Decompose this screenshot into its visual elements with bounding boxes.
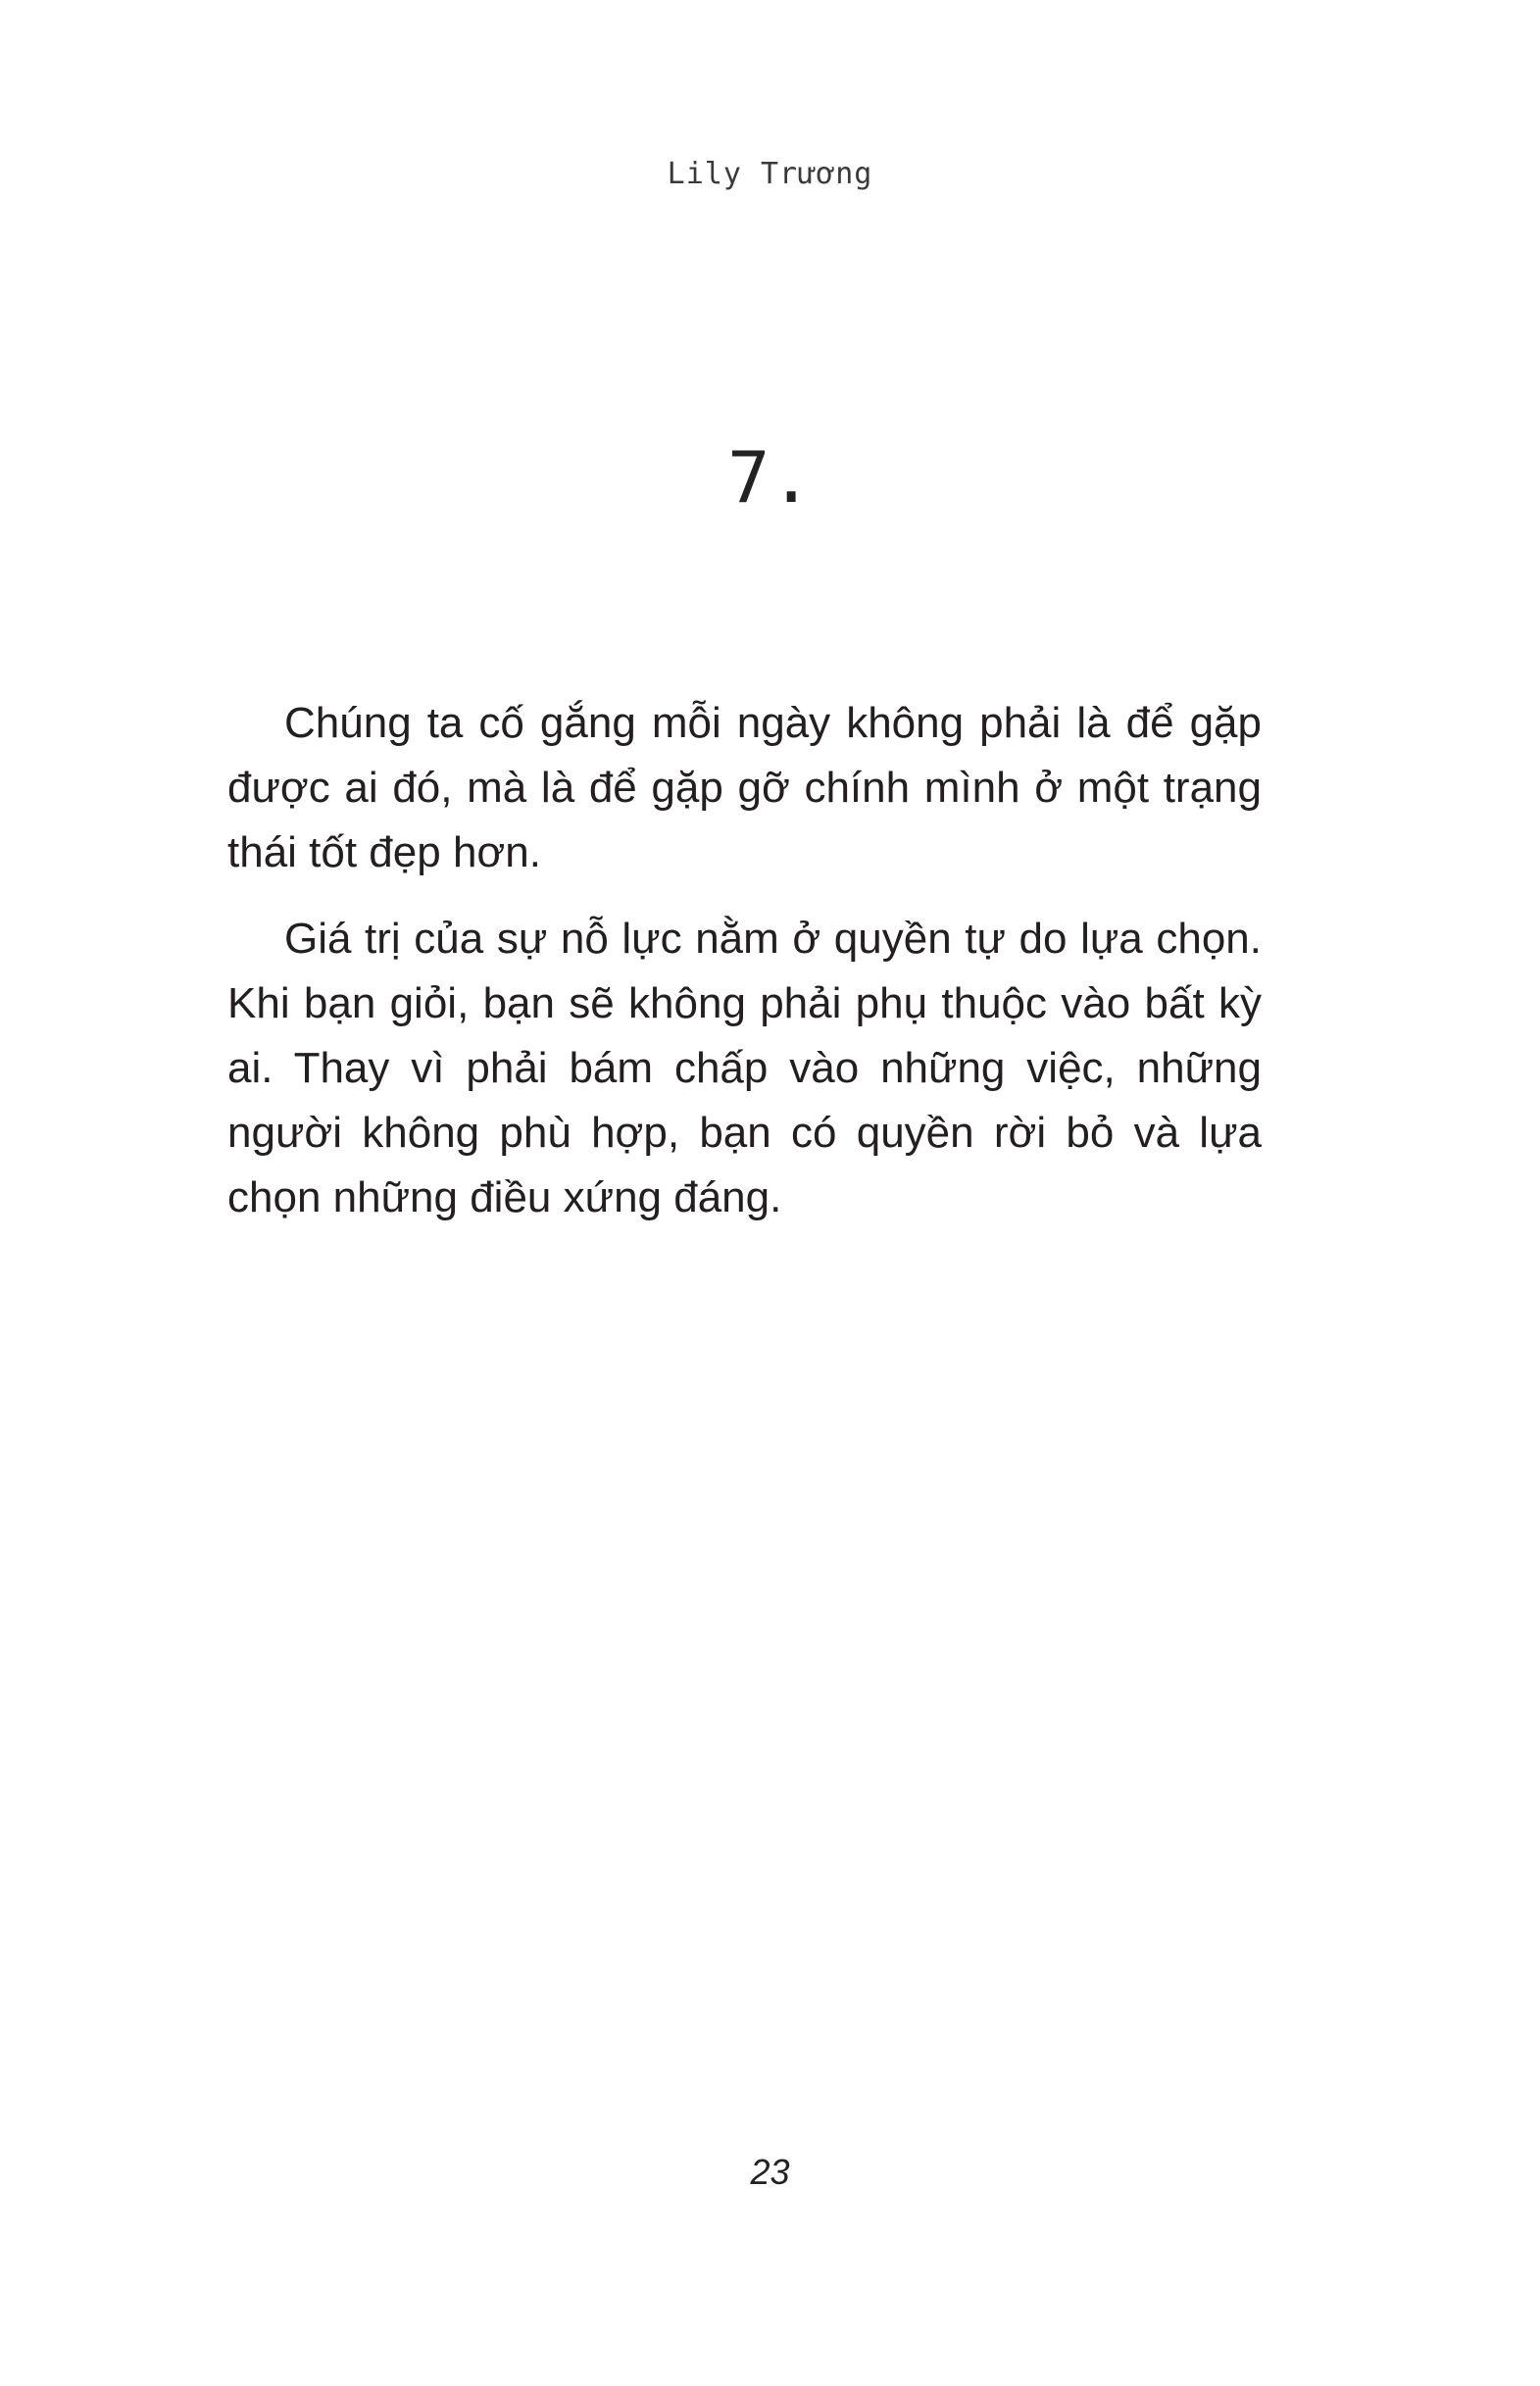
paragraph: Chúng ta cố gắng mỗi ngày không phải là để gặp được ai đó, mà là để gặp gỡ chính mình ở một trạng thái tốt đẹp hơn. (227, 699, 1262, 876)
paragraph: Giá trị của sự nỗ lực nằm ở quyền tự do lựa chọn. Khi bạn giỏi, bạn sẽ không phải phụ thuộc vào bất kỳ ai. Thay vì phải bám chấp vào những việc, những người không phù hợp, bạn có quyền rời bỏ và lựa chọn những điều xứng đáng. (227, 915, 1262, 1221)
chapter-number: 7. (727, 436, 813, 519)
running-head-author: Lily Trương (667, 157, 873, 191)
body-text (227, 691, 1262, 1252)
page-number: 23 (750, 2152, 790, 2192)
